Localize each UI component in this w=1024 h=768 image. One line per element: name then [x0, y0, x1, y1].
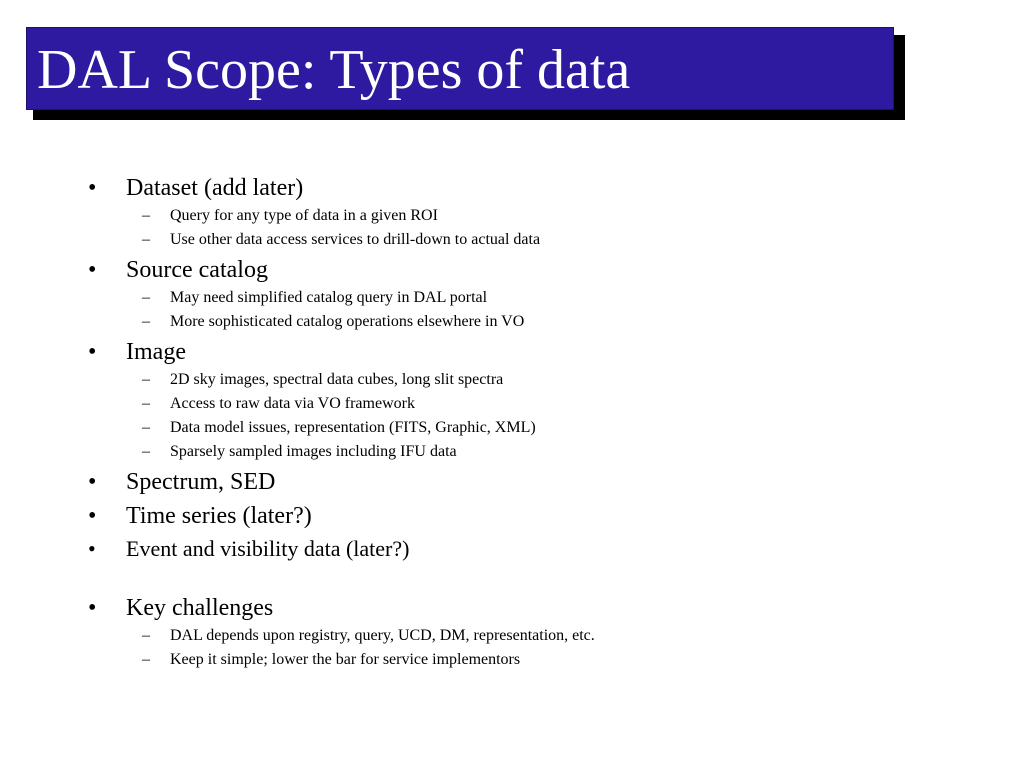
sub-bullet-marker: –	[142, 419, 150, 436]
sub-bullet-text: Keep it simple; lower the bar for service implementors	[170, 651, 521, 668]
sub-bullet-marker: –	[142, 207, 150, 224]
bullet-marker: •	[88, 595, 97, 621]
sub-bullet-marker: –	[142, 627, 150, 644]
sub-bullet-text: 2D sky images, spectral data cubes, long slit spectra	[170, 371, 504, 388]
bullet-marker: •	[88, 257, 97, 283]
bullet-text: Time series (later?)	[126, 503, 312, 529]
sub-bullet-marker: –	[142, 651, 150, 668]
bullet-marker: •	[88, 469, 97, 495]
sub-bullet-text: Query for any type of data in a given ROI	[170, 207, 438, 224]
sub-bullet-text: May need simplified catalog query in DAL portal	[170, 289, 488, 306]
sub-bullet-text: Data model issues, representation (FITS, Graphic, XML)	[170, 419, 536, 436]
sub-bullet-text: Access to raw data via VO framework	[170, 395, 415, 412]
sub-bullet-text: DAL depends upon registry, query, UCD, DM, representation, etc.	[170, 627, 595, 644]
sub-bullet-text: Sparsely sampled images including IFU data	[170, 443, 457, 460]
sub-bullet-marker: –	[142, 371, 150, 388]
bullet-text: Key challenges	[126, 595, 274, 621]
bullet-text: Event and visibility data (later?)	[126, 536, 410, 561]
bullet-text: Spectrum, SED	[126, 469, 276, 495]
bullet-marker: •	[88, 339, 97, 365]
sub-bullet-marker: –	[142, 443, 150, 460]
sub-bullet-marker: –	[142, 231, 150, 248]
sub-bullet-marker: –	[142, 289, 150, 306]
slide-title: DAL Scope: Types of data	[37, 39, 631, 101]
sub-bullet-text: Use other data access services to drill-down to actual data	[170, 231, 541, 248]
bullet-marker: •	[88, 503, 97, 529]
sub-bullet-marker: –	[142, 313, 150, 330]
bullet-text: Image	[126, 339, 186, 365]
bullet-text: Source catalog	[126, 257, 268, 283]
bullet-marker: •	[88, 175, 97, 201]
sub-bullet-marker: –	[142, 395, 150, 412]
sub-bullet-text: More sophisticated catalog operations elsewhere in VO	[170, 313, 525, 330]
bullet-text: Dataset (add later)	[126, 175, 304, 201]
bullet-marker: •	[88, 536, 96, 561]
